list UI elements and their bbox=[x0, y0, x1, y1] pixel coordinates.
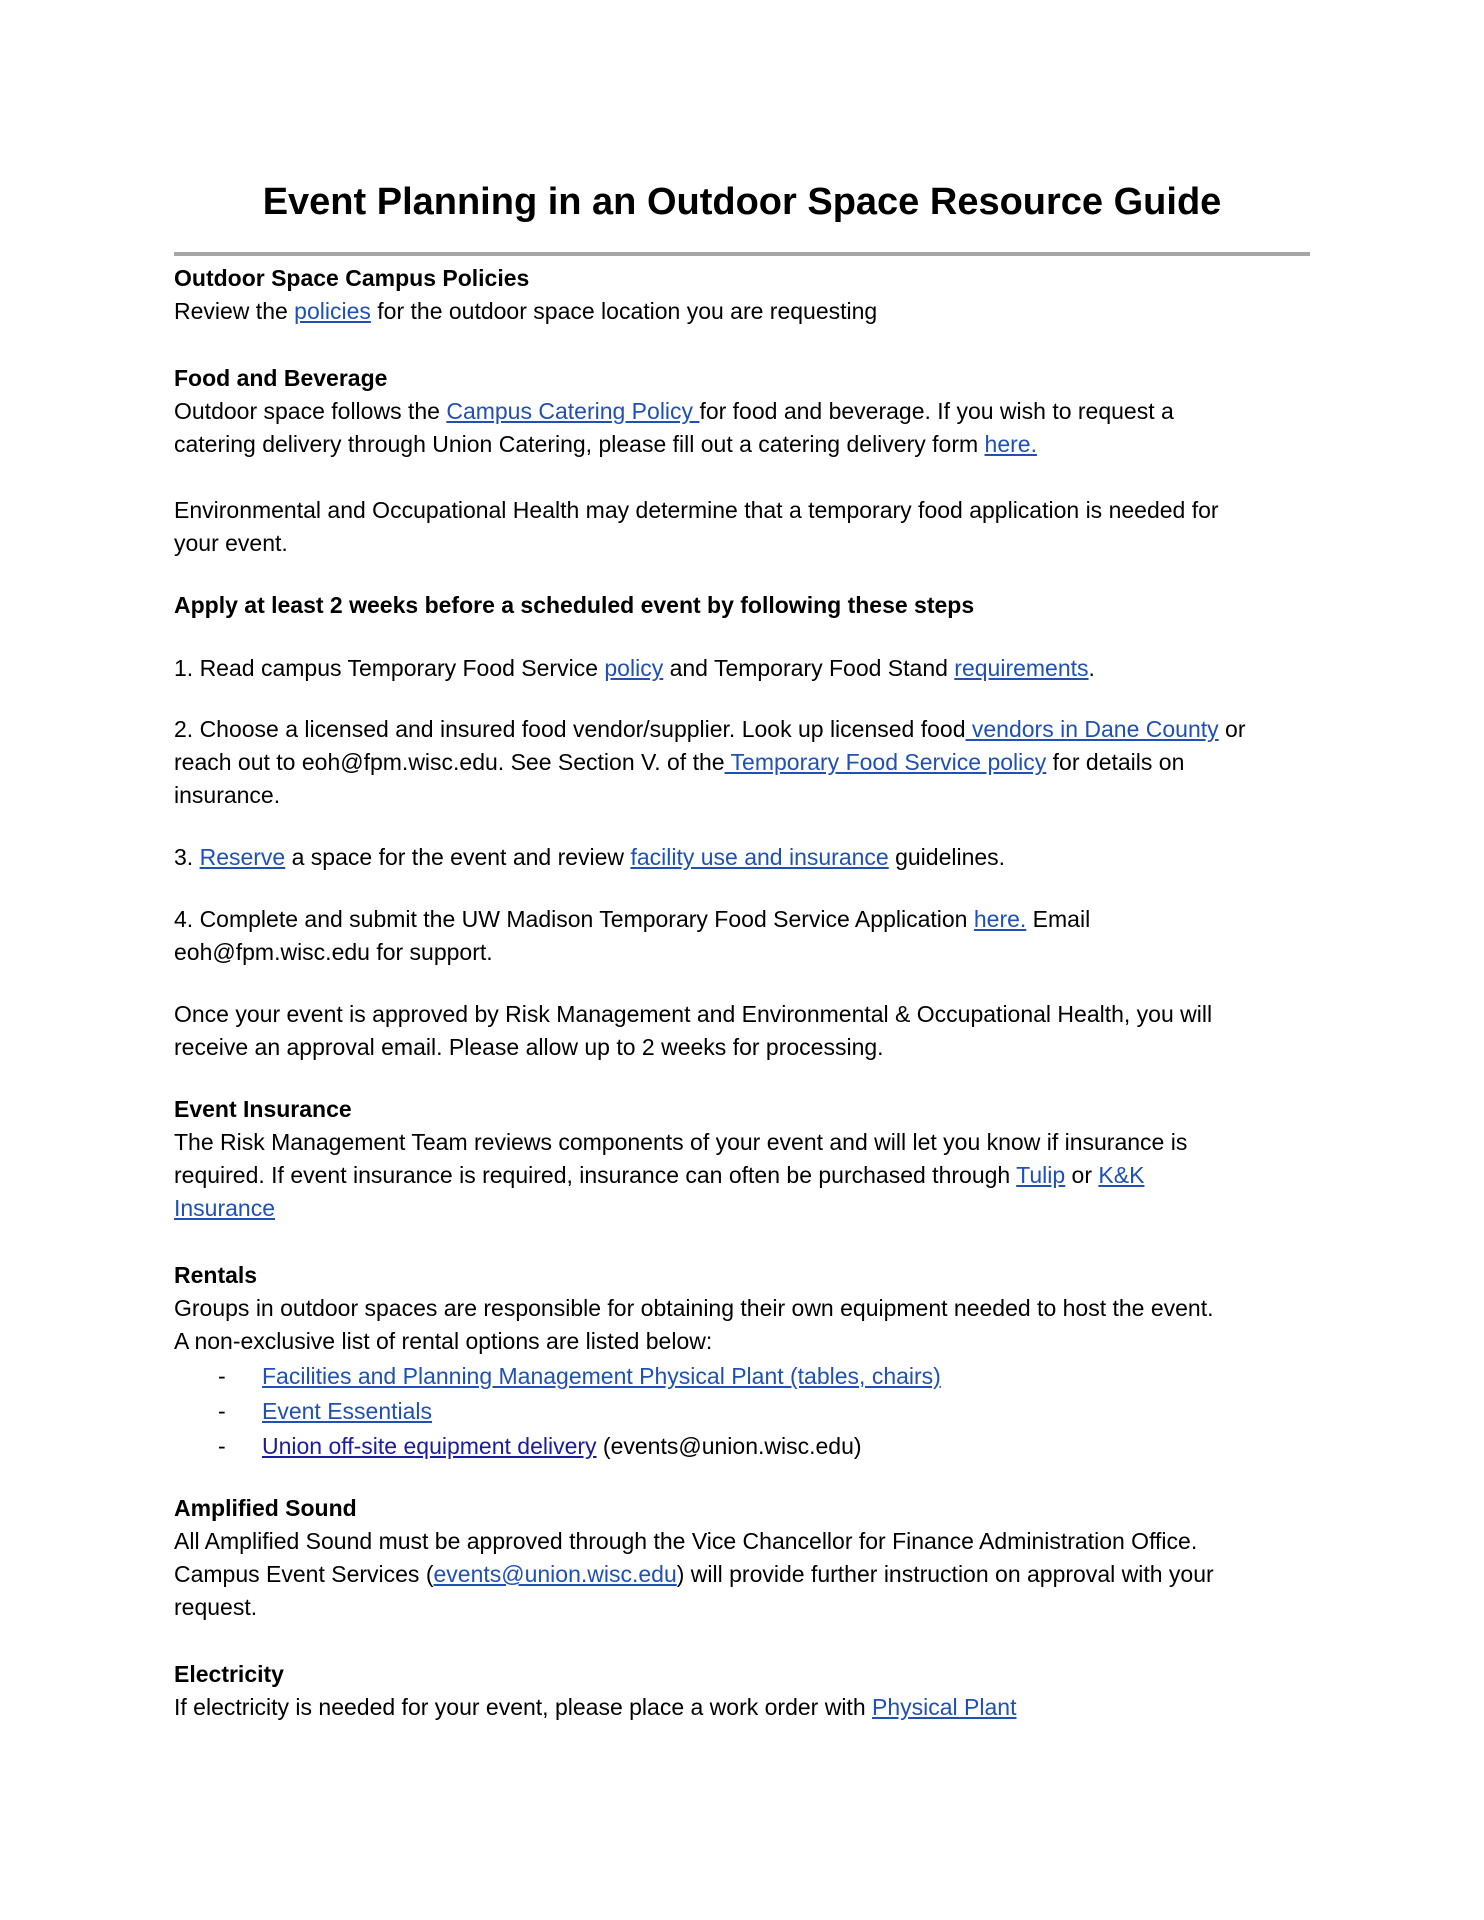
events-email-link[interactable]: events@union.wisc.edu bbox=[433, 1561, 677, 1587]
temporary-food-policy-link[interactable]: policy bbox=[604, 655, 664, 681]
step-2-line1: 2. Choose a licensed and insured food vendor/supplier. Look up licensed food vendors in Dane County or bbox=[174, 716, 1246, 742]
step-2-line2: reach out to eoh@fpm.wisc.edu. See Section V. of the Temporary Food Service policy for details on bbox=[174, 749, 1185, 775]
section-heading-insurance: Event Insurance bbox=[174, 1096, 352, 1122]
list-item: Union off-site equipment delivery (events@union.wisc.edu) bbox=[262, 1433, 862, 1459]
temporary-food-service-policy-link[interactable]: Temporary Food Service policy bbox=[724, 749, 1047, 775]
sound-text-line2: Campus Event Services (events@union.wisc.edu) will provide further instruction on approval with your bbox=[174, 1561, 1214, 1587]
step-4-line1: 4. Complete and submit the UW Madison Temporary Food Service Application here. Email bbox=[174, 906, 1091, 932]
section-heading-steps: Apply at least 2 weeks before a scheduled event by following these steps bbox=[174, 592, 975, 618]
reserve-link[interactable]: Reserve bbox=[199, 844, 286, 870]
sound-text-line1: All Amplified Sound must be approved through the Vice Chancellor for Finance Administration Office. bbox=[174, 1528, 1198, 1554]
food-text-line1: Outdoor space follows the Campus Catering Policy for food and beverage. If you wish to request a bbox=[174, 398, 1174, 424]
rentals-text-line1: Groups in outdoor spaces are responsible for obtaining their own equipment needed to host the event. bbox=[174, 1295, 1214, 1321]
food-text-line2: catering delivery through Union Catering, please fill out a catering delivery form here. bbox=[174, 431, 1037, 457]
campus-catering-policy-link[interactable]: Campus Catering Policy bbox=[446, 398, 700, 424]
list-item bbox=[262, 1395, 432, 1428]
electricity-text: If electricity is needed for your event, please place a work order with Physical Plant bbox=[174, 1694, 1017, 1720]
food-stand-requirements-link[interactable]: requirements bbox=[954, 655, 1089, 681]
environment-text-line1: Environmental and Occupational Health may determine that a temporary food application is needed for bbox=[174, 497, 1219, 523]
step-2-line3: insurance. bbox=[174, 782, 281, 808]
physical-plant-rentals-link[interactable]: Facilities and Planning Management Physical Plant (tables, chairs) bbox=[262, 1363, 941, 1389]
title-divider bbox=[174, 252, 1310, 256]
section-heading-food: Food and Beverage bbox=[174, 365, 388, 391]
environment-text-line2: your event. bbox=[174, 530, 288, 556]
policies-link[interactable]: policies bbox=[294, 298, 371, 324]
rentals-text-line2: A non-exclusive list of rental options are listed below: bbox=[174, 1328, 713, 1354]
union-equipment-delivery-link[interactable]: Union off-site equipment delivery bbox=[262, 1433, 597, 1459]
list-bullet: - bbox=[218, 1433, 226, 1459]
facility-use-insurance-link[interactable]: facility use and insurance bbox=[630, 844, 889, 870]
kk-insurance-link-continued[interactable]: Insurance bbox=[174, 1195, 276, 1221]
approval-text-line1: Once your event is approved by Risk Management and Environmental & Occupational Health, you will bbox=[174, 1001, 1213, 1027]
food-service-application-link[interactable]: here. bbox=[973, 906, 1027, 932]
tulip-link[interactable]: Tulip bbox=[1016, 1162, 1066, 1188]
section-heading-electricity: Electricity bbox=[174, 1661, 284, 1687]
physical-plant-link[interactable]: Physical Plant bbox=[872, 1694, 1017, 1720]
approval-text-line2: receive an approval email. Please allow up to 2 weeks for processing. bbox=[174, 1034, 884, 1060]
insurance-text-line1: The Risk Management Team reviews components of your event and will let you know if insurance is bbox=[174, 1129, 1188, 1155]
insurance-text-line2: required. If event insurance is required, insurance can often be purchased through Tulip or K&K bbox=[174, 1162, 1145, 1188]
section-heading-rentals: Rentals bbox=[174, 1262, 258, 1288]
section-heading-policies: Outdoor Space Campus Policies bbox=[174, 265, 530, 291]
list-item bbox=[262, 1360, 941, 1393]
policies-text: Review the policies for the outdoor space location you are requesting bbox=[174, 298, 878, 324]
list-bullet: - bbox=[218, 1398, 226, 1424]
catering-form-link[interactable]: here. bbox=[984, 431, 1037, 457]
step-3: 3. Reserve a space for the event and review facility use and insurance guidelines. bbox=[174, 844, 1006, 870]
list-bullet: - bbox=[218, 1363, 226, 1389]
kk-insurance-link[interactable]: K&K bbox=[1098, 1162, 1145, 1188]
insurance-text-line3 bbox=[174, 1192, 275, 1225]
step-4-line2: eoh@fpm.wisc.edu for support. bbox=[174, 939, 493, 965]
page-title: Event Planning in an Outdoor Space Resource Guide bbox=[262, 181, 1222, 223]
sound-text-line3: request. bbox=[174, 1594, 258, 1620]
dane-county-vendors-link[interactable]: vendors in Dane County bbox=[965, 716, 1219, 742]
section-heading-sound: Amplified Sound bbox=[174, 1495, 357, 1521]
step-1: 1. Read campus Temporary Food Service policy and Temporary Food Stand requirements. bbox=[174, 655, 1095, 681]
event-essentials-link[interactable]: Event Essentials bbox=[262, 1398, 433, 1424]
